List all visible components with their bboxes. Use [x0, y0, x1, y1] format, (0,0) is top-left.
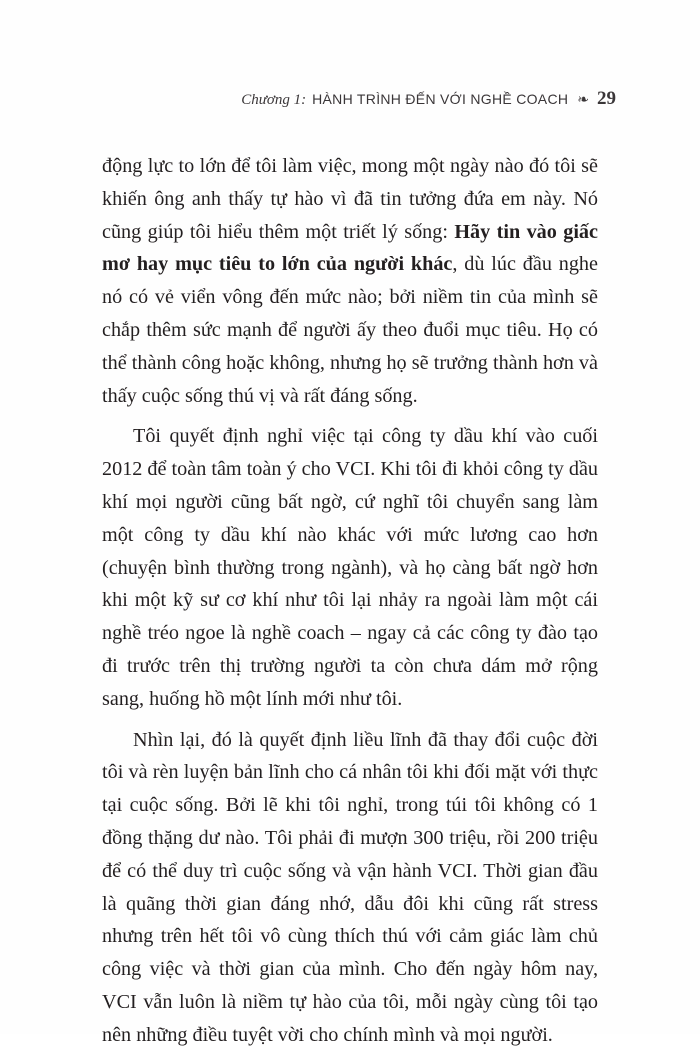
paragraph-1-text-start: động lực to lớn để tôi làm việc, mong một ngày nào đó tôi sẽ khiến ông anh thấy tự hào vì đã tin tưởng đứa em này. Nó cũng giúp tôi hiểu thêm một triết lý sống:: [102, 155, 598, 243]
paragraph-1-bold-phrase: Hãy tin vào giấc mơ hay mục tiêu to lớn của người khác: [102, 220, 598, 276]
body-text: [102, 150, 598, 1052]
header-chapter-title: HÀNH TRÌNH ĐẾN VỚI NGHỀ COACH: [312, 91, 569, 107]
paragraph-3: Nhìn lại, đó là quyết định liều lĩnh đã thay đổi cuộc đời tôi và rèn luyện bản lĩnh cho cá nhân tôi khi đối mặt với thực tại cuộc sống. Bởi lẽ khi tôi nghỉ, trong túi tôi không có 1 đồng thặng dư nào. Tôi phải đi mượn 300 triệu, rồi 200 triệu để có thể duy trì cuộc sống và vận hành VCI. Thời gian đầu là quãng thời gian đáng nhớ, dẫu đôi khi cũng rất stress nhưng trên hết tôi vô cùng thích thú với cảm giác làm chủ công việc và thời gian của mình. Cho đến ngày hôm nay, VCI vẫn luôn là niềm tự hào của tôi, mỗi ngày cùng tôi tạo nên những điều tuyệt vời cho chính mình và mọi người.: [102, 728, 598, 1046]
header-chapter-label: Chương 1:: [241, 92, 307, 108]
paragraph-1-text-end: , dù lúc đầu nghe nó có vẻ viển vông đến mức nào; bởi niềm tin của mình sẽ chắp thêm sức mạnh để người ấy theo đuổi mục tiêu. Họ có thể thành công hoặc không, nhưng họ sẽ trưởng thành hơn và thấy cuộc sống thú vị và rất đáng sống.: [102, 253, 598, 407]
running-header: [241, 88, 616, 110]
page-number: 29: [597, 88, 616, 109]
paragraph-2: Tôi quyết định nghỉ việc tại công ty dầu khí vào cuối 2012 để toàn tâm toàn ý cho VCI. Khi tôi đi khỏi công ty dầu khí mọi người cũng bất ngờ, cứ nghĩ tôi chuyển sang làm một công ty dầu khí nào khác với mức lương cao hơn (chuyện bình thường trong ngành), và họ càng bất ngờ hơn khi một kỹ sư cơ khí như tôi lại nhảy ra ngoài làm một cái nghề tréo ngoe là nghề coach – ngay cả các công ty đào tạo đi trước trên thị trường người ta còn chưa dám mở rộng sang, huống hồ một lính mới như tôi.: [102, 425, 598, 710]
paragraph-1: [102, 150, 598, 412]
fleuron-icon: ❧: [577, 93, 589, 108]
